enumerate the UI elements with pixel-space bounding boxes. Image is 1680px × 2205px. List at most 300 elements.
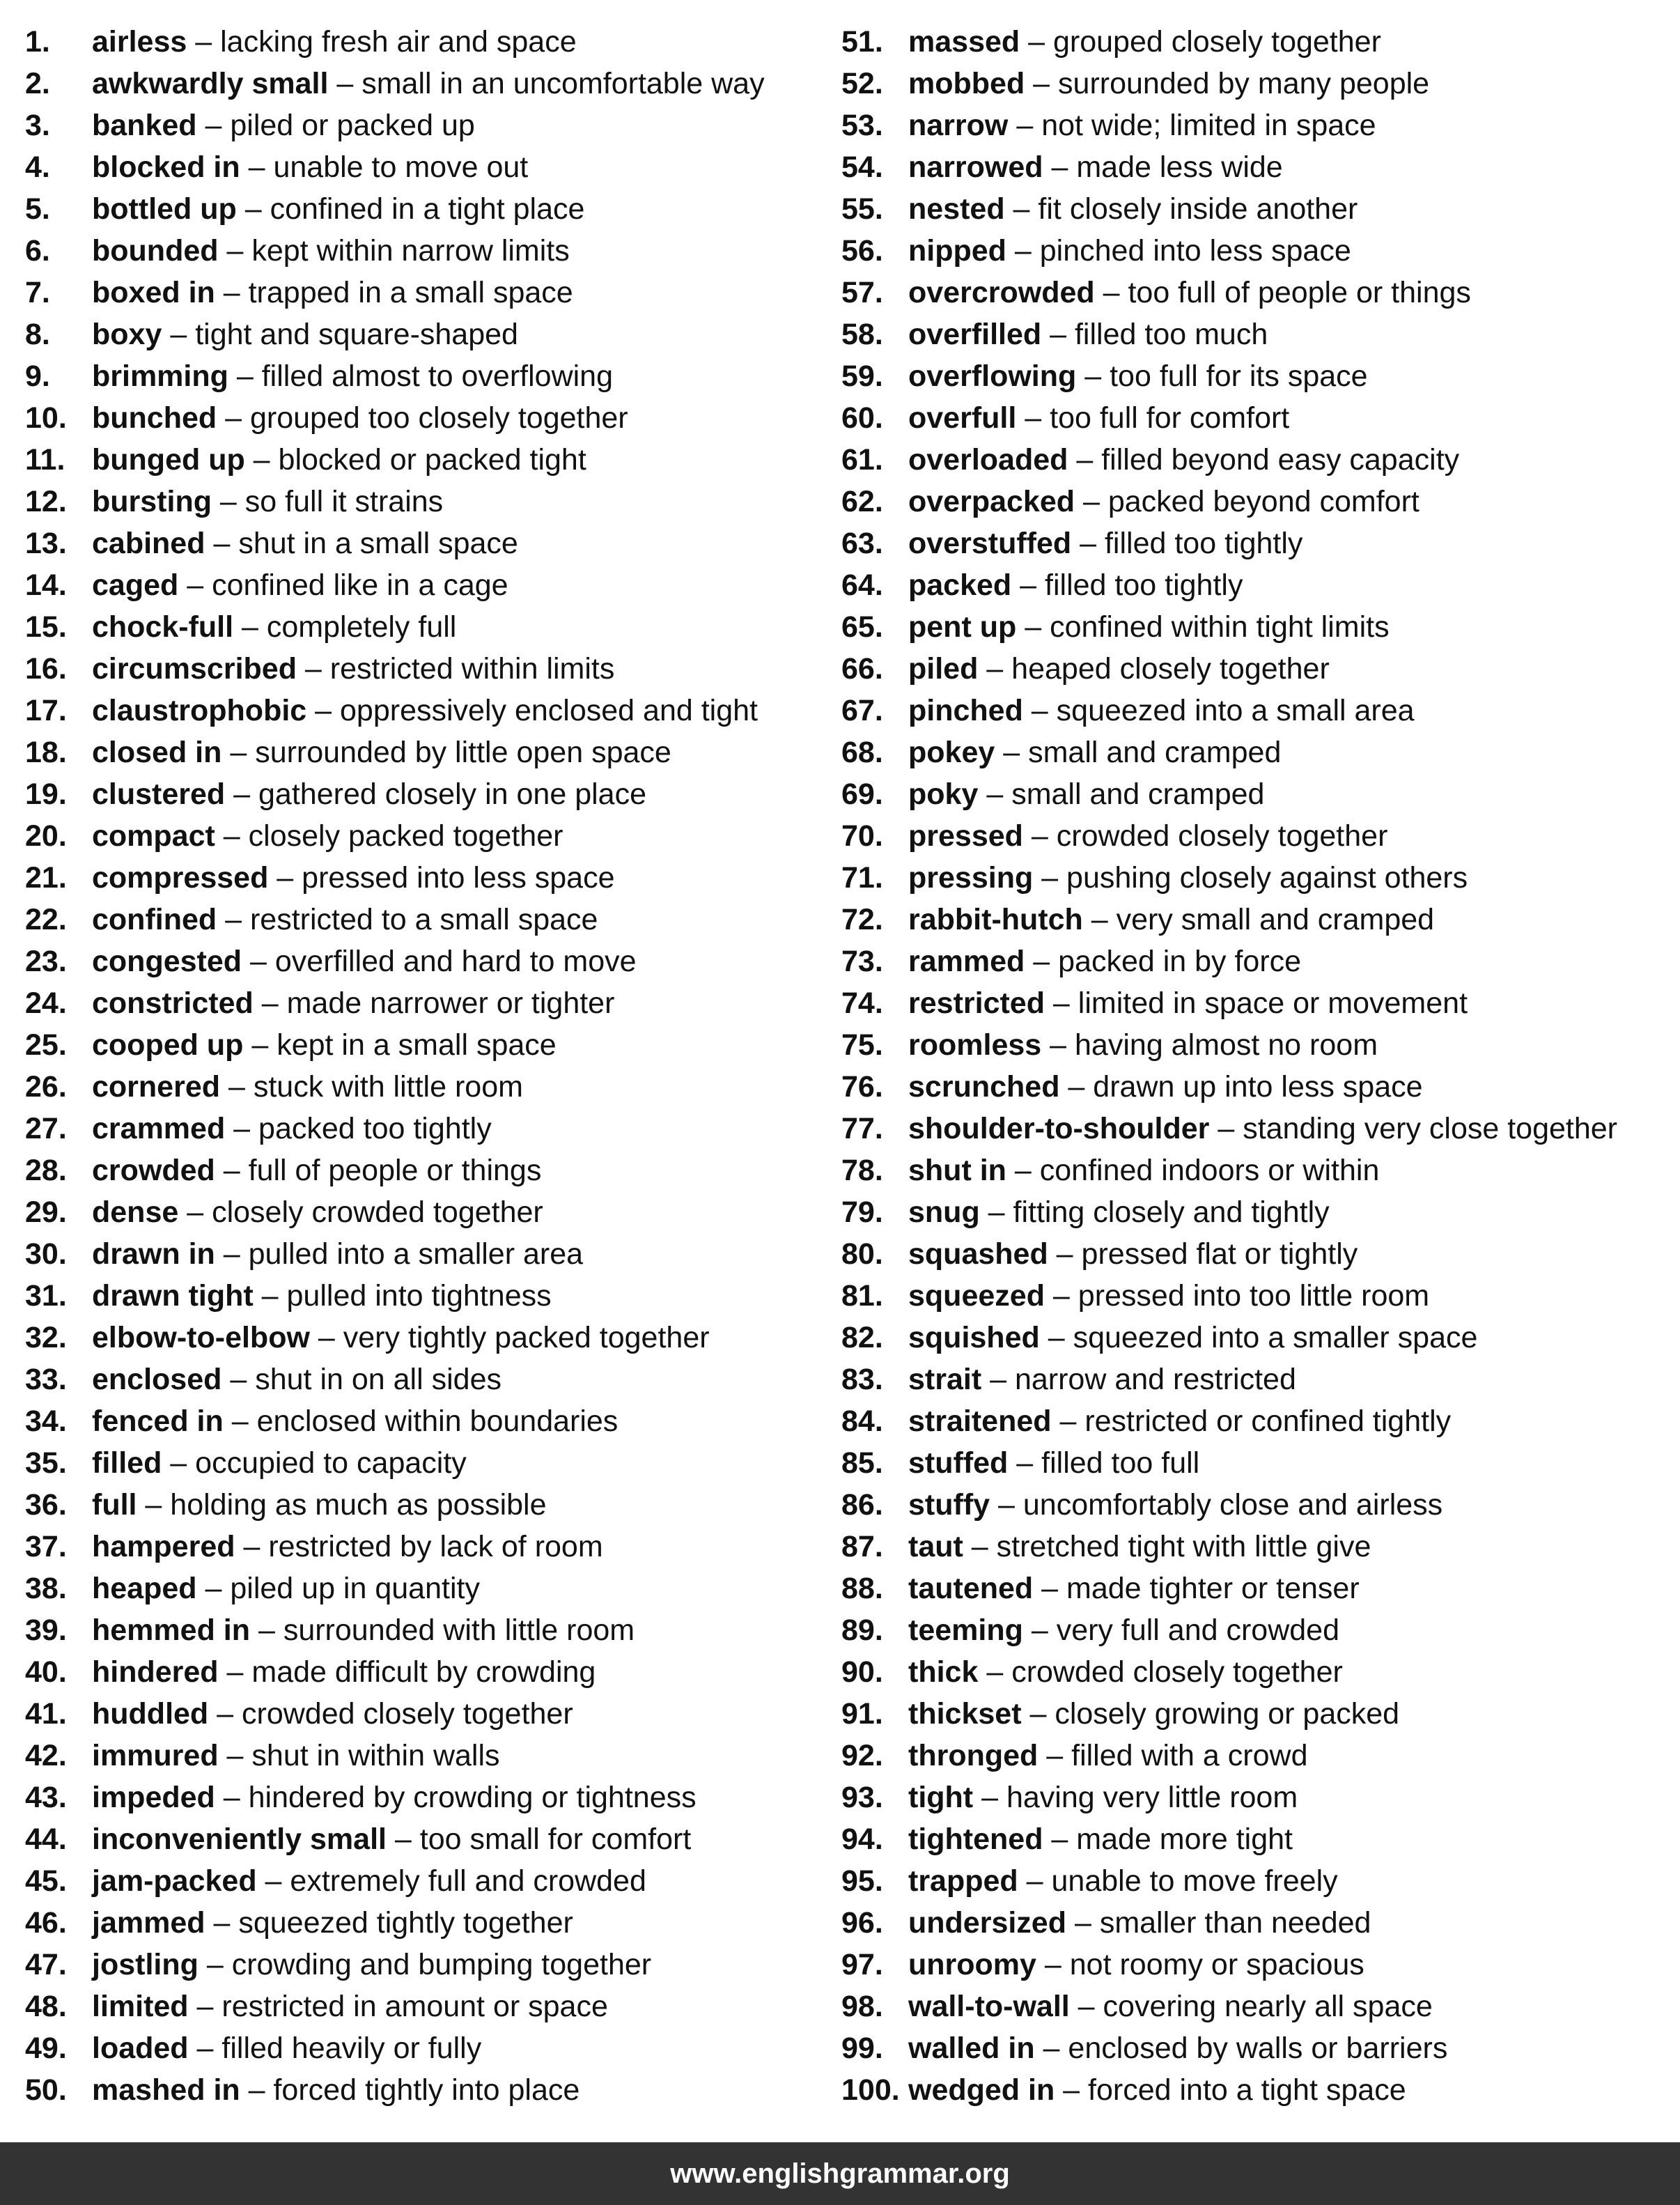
entry-definition: completely full xyxy=(266,610,457,644)
entry-number: 19. xyxy=(25,777,67,811)
word-entry xyxy=(841,2027,1617,2069)
entry-separator: – xyxy=(1022,1614,1057,1647)
entry-term: restricted xyxy=(908,987,1045,1020)
word-entry xyxy=(25,564,765,606)
entry-term: poky xyxy=(908,777,979,811)
entry-number: 22. xyxy=(25,903,67,936)
entry-definition: not wide; limited in space xyxy=(1041,109,1376,142)
word-entry xyxy=(841,355,1617,397)
entry-term: bounded xyxy=(92,234,219,268)
entry-number: 13. xyxy=(25,527,67,560)
word-entry xyxy=(841,1609,1617,1651)
word-entry xyxy=(841,1693,1617,1735)
entry-number: 29. xyxy=(25,1196,67,1229)
entry-definition: small in an uncomfortable way xyxy=(361,67,765,100)
entry-definition: squeezed tightly together xyxy=(238,1906,573,1940)
entry-definition: squeezed into a smaller space xyxy=(1073,1321,1478,1354)
entry-number: 21. xyxy=(25,861,67,895)
entry-separator: – xyxy=(221,736,256,769)
entry-separator: – xyxy=(188,2032,222,2065)
entry-separator: – xyxy=(178,1196,212,1229)
word-list-column-left xyxy=(25,21,765,2111)
word-entry xyxy=(841,1568,1617,1609)
entry-number: 18. xyxy=(25,736,67,769)
word-entry xyxy=(25,2069,765,2111)
entry-definition: covering nearly all space xyxy=(1103,1990,1433,2023)
entry-term: wedged in xyxy=(908,2073,1055,2107)
word-entry xyxy=(841,690,1617,732)
word-entry xyxy=(841,1108,1617,1150)
entry-term: mashed in xyxy=(92,2073,240,2107)
entry-definition: unable to move freely xyxy=(1051,1864,1338,1898)
footer-website: www.englishgrammar.org xyxy=(670,2158,1010,2189)
word-entry xyxy=(25,1944,765,1986)
entry-definition: small and cramped xyxy=(1028,736,1282,769)
entry-number: 31. xyxy=(25,1279,67,1313)
entry-separator: – xyxy=(187,25,221,59)
entry-number: 58. xyxy=(841,318,883,351)
entry-term: shut in xyxy=(908,1154,1006,1187)
entry-definition: stuck with little room xyxy=(253,1070,523,1104)
entry-definition: gathered closely in one place xyxy=(258,777,646,811)
word-entry xyxy=(25,648,765,690)
entry-term: straitened xyxy=(908,1405,1052,1438)
word-entry xyxy=(25,1024,765,1066)
entry-term: hindered xyxy=(92,1655,219,1689)
entry-term: narrow xyxy=(908,109,1009,142)
entry-definition: packed too tightly xyxy=(258,1112,492,1145)
entry-separator: – xyxy=(253,1279,287,1313)
word-entry xyxy=(841,732,1617,773)
entry-definition: crowding and bumping together xyxy=(231,1948,652,1981)
word-entry xyxy=(25,1609,765,1651)
word-entry xyxy=(25,105,765,146)
entry-number: 74. xyxy=(841,987,883,1020)
entry-definition: packed beyond comfort xyxy=(1107,485,1420,518)
entry-separator: – xyxy=(178,568,212,602)
entry-term: filled xyxy=(92,1446,162,1480)
entry-number: 33. xyxy=(25,1363,67,1396)
entry-term: overcrowded xyxy=(908,276,1095,309)
entry-term: compressed xyxy=(92,861,269,895)
entry-definition: fit closely inside another xyxy=(1038,192,1358,226)
entry-number: 79. xyxy=(841,1196,883,1229)
entry-number: 11. xyxy=(25,443,65,477)
entry-definition: too full for comfort xyxy=(1050,401,1290,435)
entry-separator: – xyxy=(205,527,239,560)
word-entry xyxy=(841,1275,1617,1317)
entry-term: tight xyxy=(908,1781,974,1814)
entry-definition: small and cramped xyxy=(1011,777,1265,811)
entry-definition: having very little room xyxy=(1006,1781,1298,1814)
entry-term: roomless xyxy=(908,1028,1042,1062)
entry-number: 75. xyxy=(841,1028,883,1062)
entry-number: 95. xyxy=(841,1864,883,1898)
entry-term: mobbed xyxy=(908,67,1025,100)
entry-separator: – xyxy=(1051,1405,1085,1438)
entry-definition: filled with a crowd xyxy=(1071,1739,1308,1772)
entry-term: nested xyxy=(908,192,1005,226)
entry-number: 100. xyxy=(841,2073,900,2107)
entry-term: loaded xyxy=(92,2032,189,2065)
entry-separator: – xyxy=(218,1655,252,1689)
word-entry xyxy=(841,606,1617,648)
entry-term: thickset xyxy=(908,1697,1022,1731)
entry-definition: filled too much xyxy=(1074,318,1268,351)
entry-definition: restricted by lack of room xyxy=(268,1530,603,1563)
word-entry xyxy=(25,1066,765,1108)
entry-number: 15. xyxy=(25,610,67,644)
entry-number: 17. xyxy=(25,694,67,727)
entry-separator: – xyxy=(233,610,267,644)
entry-separator: – xyxy=(221,1363,256,1396)
entry-separator: – xyxy=(1008,1446,1042,1480)
entry-separator: – xyxy=(235,1530,269,1563)
entry-term: jostling xyxy=(92,1948,199,1981)
word-entry xyxy=(25,1818,765,1860)
word-entry xyxy=(841,481,1617,523)
entry-separator: – xyxy=(1006,1154,1040,1187)
entry-term: nipped xyxy=(908,234,1006,268)
entry-separator: – xyxy=(386,1823,420,1856)
entry-term: pinched xyxy=(908,694,1023,727)
entry-term: immured xyxy=(92,1739,219,1772)
entry-separator: – xyxy=(978,777,1012,811)
word-entry xyxy=(25,1484,765,1526)
entry-number: 98. xyxy=(841,1990,883,2023)
entry-number: 96. xyxy=(841,1906,883,1940)
entry-term: impeded xyxy=(92,1781,215,1814)
entry-number: 77. xyxy=(841,1112,883,1145)
word-entry xyxy=(25,1108,765,1150)
entry-term: hampered xyxy=(92,1530,235,1563)
entry-separator: – xyxy=(1034,2032,1068,2065)
entry-number: 27. xyxy=(25,1112,67,1145)
entry-separator: – xyxy=(995,736,1029,769)
entry-number: 54. xyxy=(841,150,883,184)
entry-separator: – xyxy=(309,1321,343,1354)
word-entry xyxy=(25,732,765,773)
entry-term: bunged up xyxy=(92,443,245,477)
word-entry xyxy=(25,1400,765,1442)
entry-term: boxy xyxy=(92,318,162,351)
entry-number: 92. xyxy=(841,1739,883,1772)
entry-separator: – xyxy=(218,1739,252,1772)
word-entry xyxy=(841,1442,1617,1484)
entry-number: 30. xyxy=(25,1237,67,1271)
entry-number: 90. xyxy=(841,1655,883,1689)
entry-number: 45. xyxy=(25,1864,67,1898)
entry-number: 76. xyxy=(841,1070,883,1104)
entry-term: fenced in xyxy=(92,1405,224,1438)
entry-number: 46. xyxy=(25,1906,67,1940)
entry-term: tautened xyxy=(908,1572,1034,1605)
entry-separator: – xyxy=(1016,401,1050,435)
entry-definition: made less wide xyxy=(1076,150,1283,184)
entry-definition: too full of people or things xyxy=(1128,276,1471,309)
entry-term: cabined xyxy=(92,527,205,560)
entry-separator: – xyxy=(1033,1572,1066,1605)
word-entry xyxy=(841,1735,1617,1777)
entry-separator: – xyxy=(244,443,279,477)
entry-number: 66. xyxy=(841,652,883,686)
entry-definition: overfilled and hard to move xyxy=(274,945,637,978)
entry-separator: – xyxy=(1048,1237,1082,1271)
entry-separator: – xyxy=(1059,1070,1094,1104)
entry-definition: pulled into a smaller area xyxy=(248,1237,584,1271)
entry-number: 61. xyxy=(841,443,883,477)
entry-number: 41. xyxy=(25,1697,67,1731)
word-entry xyxy=(841,1150,1617,1191)
entry-separator: – xyxy=(1076,359,1110,393)
word-entry xyxy=(25,1442,765,1484)
entry-term: constricted xyxy=(92,987,254,1020)
word-entry xyxy=(25,773,765,815)
entry-number: 4. xyxy=(25,150,50,184)
entry-definition: made narrower or tighter xyxy=(286,987,615,1020)
entry-separator: – xyxy=(253,987,287,1020)
entry-definition: very full and crowded xyxy=(1056,1614,1340,1647)
entry-term: congested xyxy=(92,945,242,978)
word-entry xyxy=(841,146,1617,188)
entry-term: airless xyxy=(92,25,187,59)
word-entry xyxy=(25,1902,765,1944)
entry-number: 26. xyxy=(25,1070,67,1104)
word-entry xyxy=(25,1568,765,1609)
entry-definition: piled or packed up xyxy=(230,109,475,142)
word-entry xyxy=(841,1066,1617,1108)
entry-number: 8. xyxy=(25,318,50,351)
entry-separator: – xyxy=(1004,192,1039,226)
entry-separator: – xyxy=(1018,1864,1052,1898)
word-entry xyxy=(841,272,1617,314)
word-entry xyxy=(25,397,765,439)
word-entry xyxy=(25,188,765,230)
word-entry xyxy=(841,105,1617,146)
word-entry xyxy=(25,815,765,857)
entry-number: 86. xyxy=(841,1488,883,1522)
entry-term: packed xyxy=(908,568,1012,602)
word-entry xyxy=(841,1860,1617,1902)
entry-definition: packed in by force xyxy=(1058,945,1302,978)
word-entry xyxy=(841,982,1617,1024)
word-entry xyxy=(841,815,1617,857)
entry-number: 32. xyxy=(25,1321,67,1354)
entry-number: 85. xyxy=(841,1446,883,1480)
entry-definition: limited in space or movement xyxy=(1078,987,1468,1020)
entry-term: walled in xyxy=(908,2032,1035,2065)
entry-number: 80. xyxy=(841,1237,883,1271)
entry-definition: restricted to a small space xyxy=(249,903,598,936)
entry-separator: – xyxy=(990,1488,1023,1522)
entry-term: piled xyxy=(908,652,979,686)
word-entry xyxy=(841,648,1617,690)
entry-separator: – xyxy=(162,318,196,351)
entry-number: 64. xyxy=(841,568,883,602)
entry-separator: – xyxy=(1055,2073,1089,2107)
word-entry xyxy=(841,1777,1617,1818)
entry-separator: – xyxy=(240,150,274,184)
entry-term: pent up xyxy=(908,610,1017,644)
word-entry xyxy=(841,188,1617,230)
entry-number: 42. xyxy=(25,1739,67,1772)
entry-number: 38. xyxy=(25,1572,67,1605)
entry-number: 5. xyxy=(25,192,50,226)
entry-definition: restricted within limits xyxy=(329,652,615,686)
entry-separator: – xyxy=(973,1781,1006,1814)
entry-separator: – xyxy=(1068,443,1102,477)
entry-separator: – xyxy=(1038,1739,1072,1772)
entry-term: taut xyxy=(908,1530,963,1563)
entry-definition: pushing closely against others xyxy=(1066,861,1468,895)
entry-definition: surrounded by little open space xyxy=(255,736,671,769)
entry-separator: – xyxy=(1036,1948,1070,1981)
entry-number: 89. xyxy=(841,1614,883,1647)
word-entry xyxy=(841,564,1617,606)
entry-separator: – xyxy=(1094,276,1128,309)
entry-term: inconveniently small xyxy=(92,1823,387,1856)
entry-definition: filled too tightly xyxy=(1104,527,1303,560)
word-entry xyxy=(25,523,765,564)
entry-term: snug xyxy=(908,1196,980,1229)
entry-term: clustered xyxy=(92,777,226,811)
entry-definition: enclosed within boundaries xyxy=(256,1405,619,1438)
entry-separator: – xyxy=(1022,694,1057,727)
entry-definition: so full it strains xyxy=(244,485,444,518)
entry-number: 88. xyxy=(841,1572,883,1605)
entry-separator: – xyxy=(1043,150,1077,184)
entry-separator: – xyxy=(243,1028,277,1062)
word-entry xyxy=(25,606,765,648)
word-entry xyxy=(25,355,765,397)
word-entry xyxy=(25,1317,765,1359)
entry-number: 50. xyxy=(25,2073,67,2107)
entry-number: 62. xyxy=(841,485,883,518)
word-entry xyxy=(25,63,765,105)
entry-definition: uncomfortably close and airless xyxy=(1022,1488,1443,1522)
entry-separator: – xyxy=(306,694,341,727)
entry-separator: – xyxy=(1033,861,1067,895)
entry-number: 65. xyxy=(841,610,883,644)
entry-number: 44. xyxy=(25,1823,67,1856)
entry-separator: – xyxy=(1044,1279,1078,1313)
entry-number: 97. xyxy=(841,1948,883,1981)
entry-term: massed xyxy=(908,25,1020,59)
entry-definition: closely packed together xyxy=(248,819,563,853)
entry-separator: – xyxy=(250,1614,283,1647)
entry-separator: – xyxy=(963,1530,997,1563)
entry-separator: – xyxy=(208,1697,242,1731)
entry-term: drawn tight xyxy=(92,1279,254,1313)
entry-definition: crowded closely together xyxy=(1011,1655,1343,1689)
word-entry xyxy=(25,481,765,523)
entry-number: 28. xyxy=(25,1154,67,1187)
entry-term: wall-to-wall xyxy=(908,1990,1070,2023)
entry-separator: – xyxy=(1044,987,1078,1020)
entry-definition: trapped in a small space xyxy=(248,276,573,309)
entry-separator: – xyxy=(215,1154,249,1187)
entry-number: 52. xyxy=(841,67,883,100)
entry-separator: – xyxy=(981,1363,1015,1396)
entry-term: awkwardly small xyxy=(92,67,329,100)
entry-definition: kept in a small space xyxy=(277,1028,557,1062)
entry-separator: – xyxy=(220,1070,254,1104)
entry-term: overstuffed xyxy=(908,527,1072,560)
word-entry xyxy=(25,1651,765,1693)
entry-definition: closely growing or packed xyxy=(1055,1697,1400,1731)
entry-definition: restricted or confined tightly xyxy=(1084,1405,1452,1438)
entry-number: 83. xyxy=(841,1363,883,1396)
entry-number: 60. xyxy=(841,401,883,435)
entry-term: pokey xyxy=(908,736,995,769)
word-entry xyxy=(841,1944,1617,1986)
entry-term: claustrophobic xyxy=(92,694,307,727)
word-entry xyxy=(25,982,765,1024)
entry-number: 84. xyxy=(841,1405,883,1438)
entry-separator: – xyxy=(1041,1028,1075,1062)
entry-term: tightened xyxy=(908,1823,1043,1856)
entry-term: hemmed in xyxy=(92,1614,250,1647)
entry-term: narrowed xyxy=(908,150,1043,184)
entry-definition: confined within tight limits xyxy=(1050,610,1390,644)
entry-separator: – xyxy=(1025,67,1059,100)
entry-definition: forced tightly into place xyxy=(273,2073,580,2107)
entry-definition: confined in a tight place xyxy=(270,192,585,226)
word-entry xyxy=(25,272,765,314)
word-entry xyxy=(25,1693,765,1735)
entry-number: 49. xyxy=(25,2032,67,2065)
entry-separator: – xyxy=(296,652,330,686)
entry-term: enclosed xyxy=(92,1363,222,1396)
entry-definition: crowded closely together xyxy=(1056,819,1388,853)
entry-term: heaped xyxy=(92,1572,197,1605)
word-entry xyxy=(25,2027,765,2069)
word-entry xyxy=(841,230,1617,272)
entry-definition: made more tight xyxy=(1076,1823,1293,1856)
word-entry xyxy=(25,857,765,899)
entry-term: pressed xyxy=(908,819,1023,853)
entry-number: 47. xyxy=(25,1948,67,1981)
entry-number: 20. xyxy=(25,819,67,853)
entry-term: compact xyxy=(92,819,215,853)
entry-term: jammed xyxy=(92,1906,205,1940)
entry-term: confined xyxy=(92,903,217,936)
entry-definition: filled too tightly xyxy=(1045,568,1243,602)
word-entry xyxy=(841,941,1617,982)
entry-definition: holding as much as possible xyxy=(170,1488,547,1522)
entry-separator: – xyxy=(225,777,259,811)
entry-separator: – xyxy=(211,485,245,518)
entry-separator: – xyxy=(198,1948,232,1981)
footer-bar xyxy=(0,2142,1680,2205)
entry-separator: – xyxy=(1039,1321,1073,1354)
entry-term: thronged xyxy=(908,1739,1039,1772)
word-entry xyxy=(25,899,765,941)
entry-number: 73. xyxy=(841,945,883,978)
entry-number: 51. xyxy=(841,25,883,59)
entry-term: shoulder-to-shoulder xyxy=(908,1112,1210,1145)
entry-number: 56. xyxy=(841,234,883,268)
entry-term: circumscribed xyxy=(92,652,297,686)
entry-separator: – xyxy=(240,2073,274,2107)
entry-definition: shut in a small space xyxy=(238,527,518,560)
entry-separator: – xyxy=(978,1655,1012,1689)
entry-number: 91. xyxy=(841,1697,883,1731)
entry-definition: confined indoors or within xyxy=(1039,1154,1380,1187)
entry-number: 78. xyxy=(841,1154,883,1187)
word-entry xyxy=(25,1150,765,1191)
entry-term: bottled up xyxy=(92,192,237,226)
